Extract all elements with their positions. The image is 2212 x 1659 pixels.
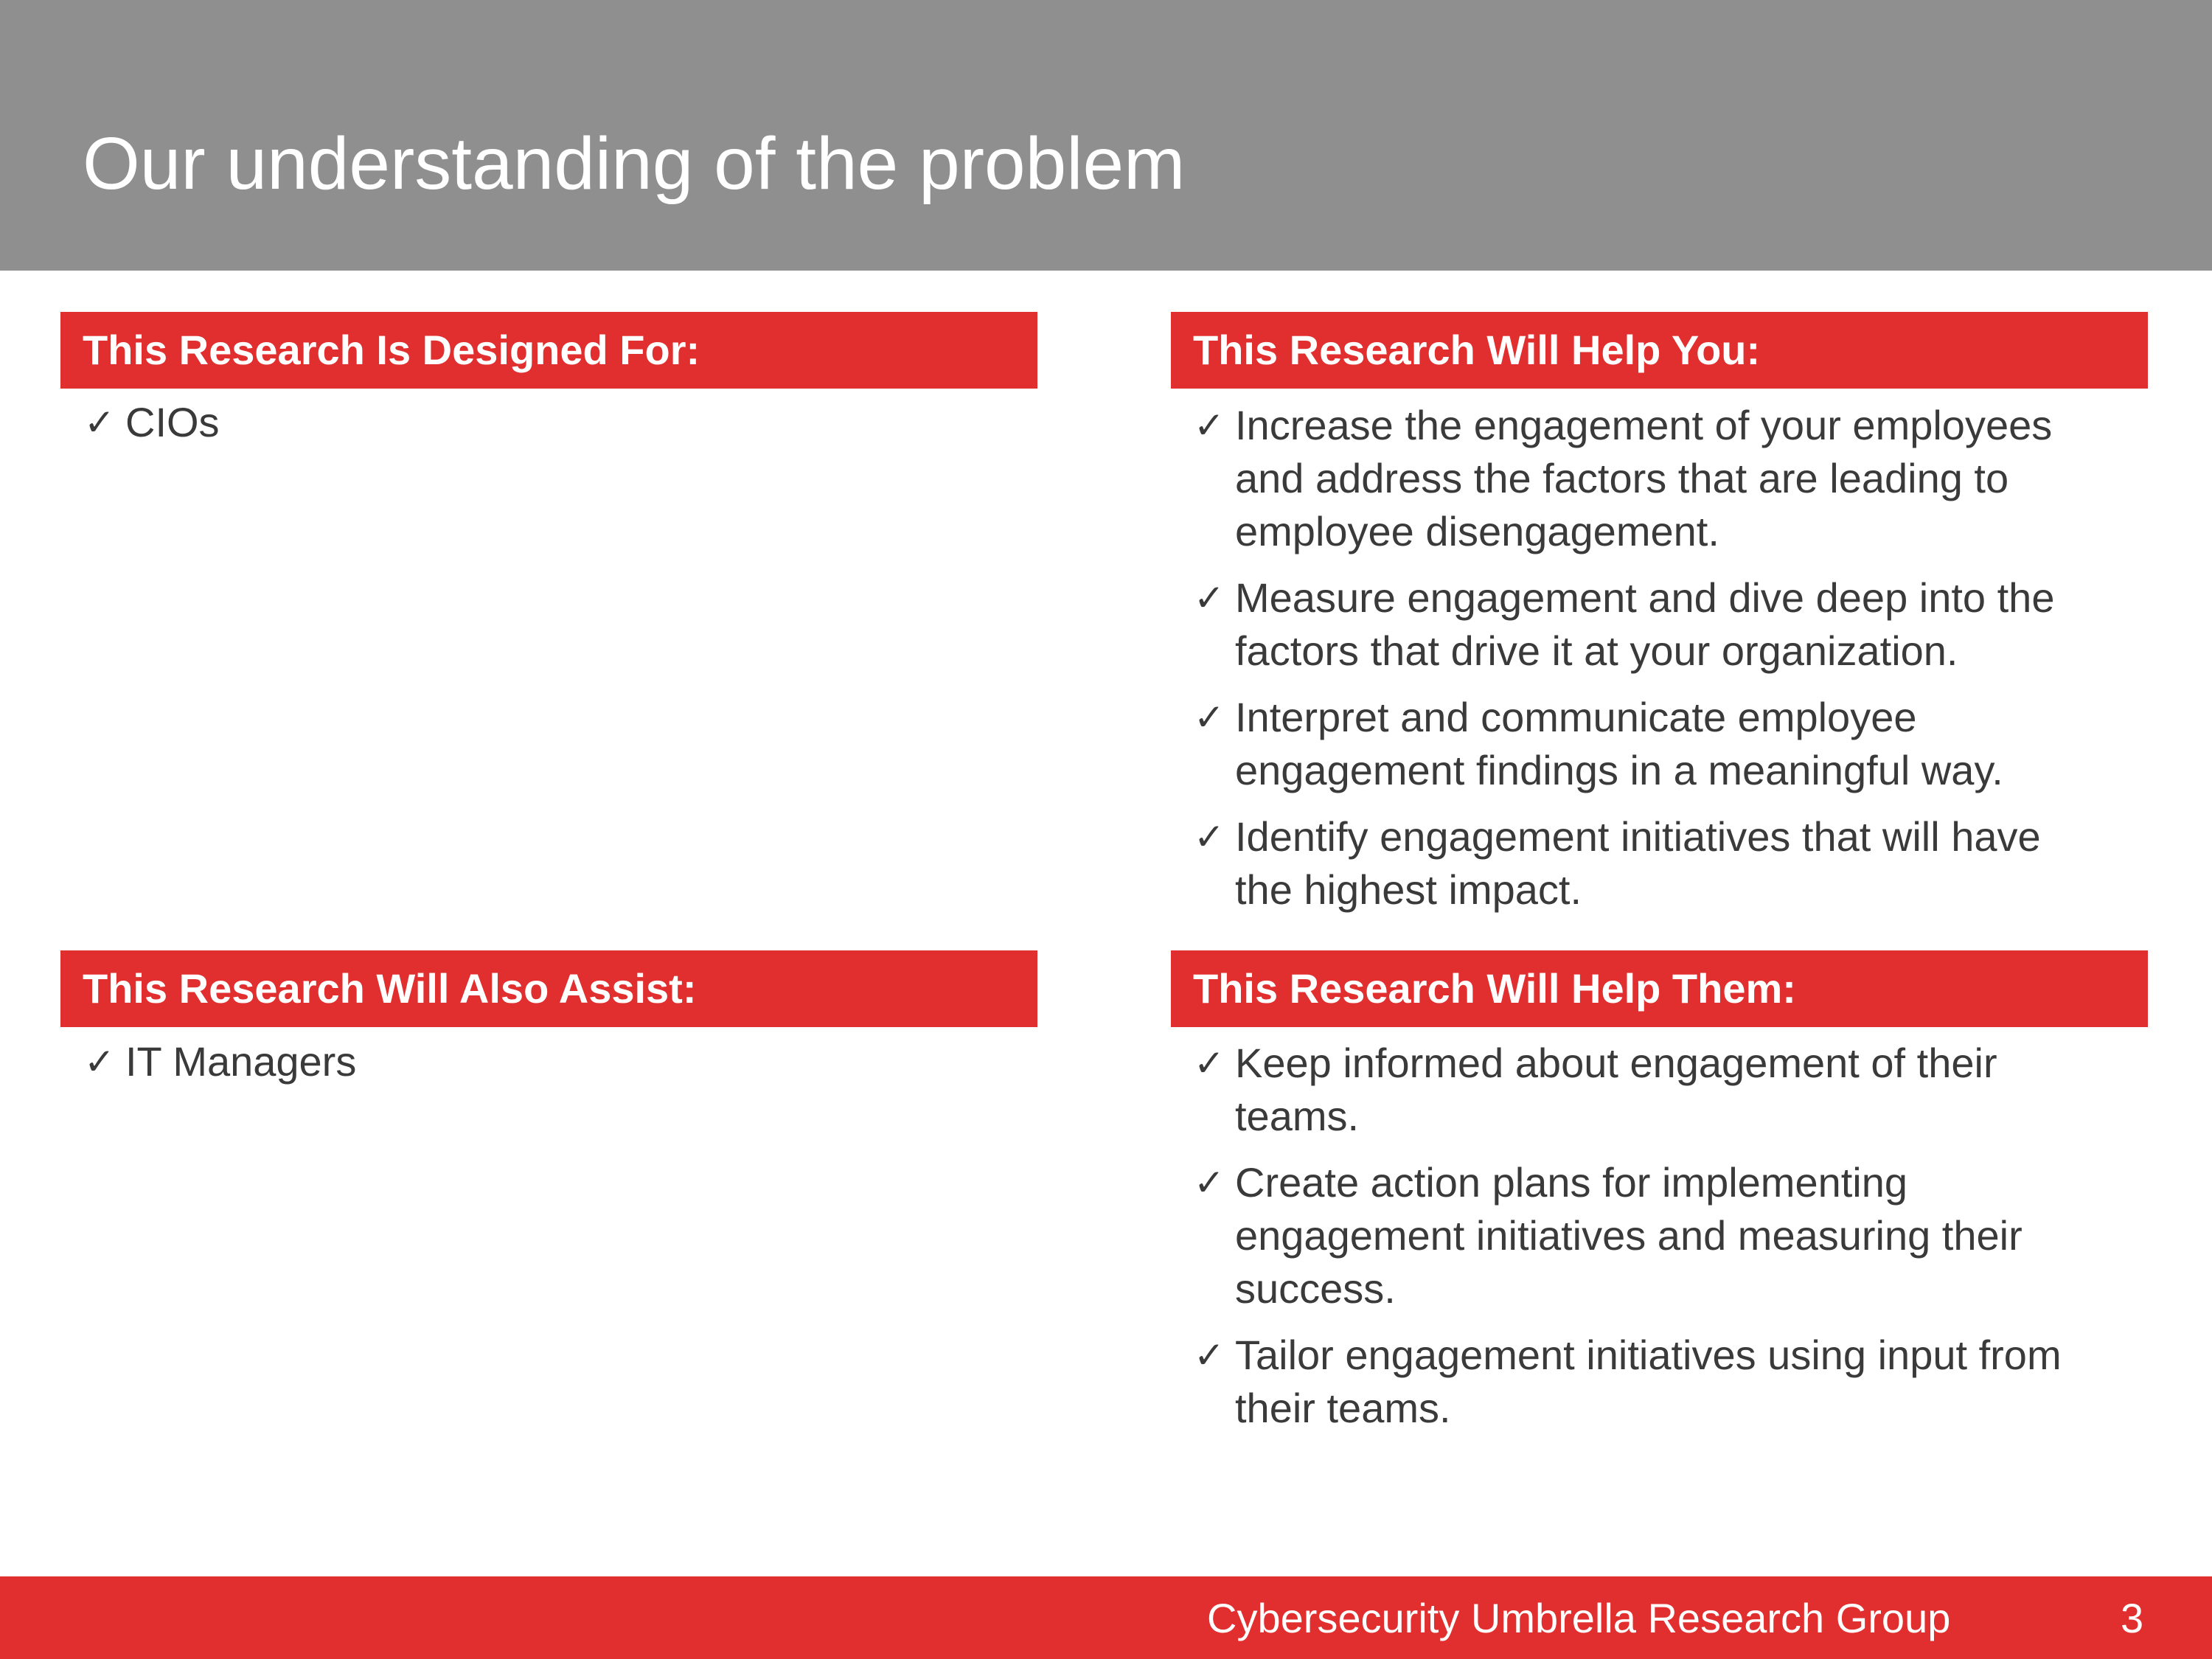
checkmark-icon: ✓ <box>1194 815 1225 858</box>
checkmark-icon: ✓ <box>1194 1161 1225 1204</box>
list-item <box>1194 399 2108 558</box>
list-designed-for <box>84 396 1028 462</box>
list-item-text: Keep informed about engagement of their teams. <box>1235 1040 1997 1139</box>
section-header-also-assist: This Research Will Also Assist: <box>60 950 1037 1027</box>
checkmark-icon: ✓ <box>1194 404 1225 447</box>
list-item <box>84 396 1028 449</box>
list-item-text: Create action plans for implementing engagement initiatives and measuring their success. <box>1235 1159 2023 1312</box>
list-item-text: Measure engagement and dive deep into the factors that drive it at your organization. <box>1235 574 2055 674</box>
list-item <box>1194 1037 2108 1143</box>
checkmark-icon: ✓ <box>1194 1042 1225 1085</box>
page-title: Our understanding of the problem <box>83 122 1186 205</box>
checkmark-icon: ✓ <box>1194 696 1225 739</box>
list-item <box>1194 571 2108 678</box>
checkmark-icon: ✓ <box>84 401 115 444</box>
page-number: 3 <box>2121 1595 2144 1641</box>
list-help-you <box>1194 399 2108 930</box>
list-item-text: Tailor engagement initiatives using input from their teams. <box>1235 1332 2062 1431</box>
list-item <box>1194 1156 2108 1315</box>
list-item-text: Increase the engagement of your employees and address the factors that are leading to employee disengagement. <box>1235 402 2053 554</box>
list-item <box>1194 1329 2108 1435</box>
checkmark-icon: ✓ <box>1194 577 1225 619</box>
list-item-text: Identify engagement initiatives that will have the highest impact. <box>1235 813 2041 913</box>
list-item <box>1194 810 2108 917</box>
section-header-designed-for: This Research Is Designed For: <box>60 312 1037 389</box>
list-item <box>84 1035 1028 1088</box>
checkmark-icon: ✓ <box>1194 1334 1225 1377</box>
list-also-assist <box>84 1035 1028 1102</box>
section-header-help-you: This Research Will Help You: <box>1171 312 2148 389</box>
section-header-help-them: This Research Will Help Them: <box>1171 950 2148 1027</box>
checkmark-icon: ✓ <box>84 1040 115 1083</box>
list-item <box>1194 691 2108 797</box>
list-item-text: CIOs <box>125 399 220 445</box>
footer-text: Cybersecurity Umbrella Research Group <box>1207 1595 1951 1641</box>
list-item-text: Interpret and communicate employee engagement findings in a meaningful way. <box>1235 694 2003 793</box>
list-item-text: IT Managers <box>125 1038 357 1085</box>
list-help-them <box>1194 1037 2108 1448</box>
